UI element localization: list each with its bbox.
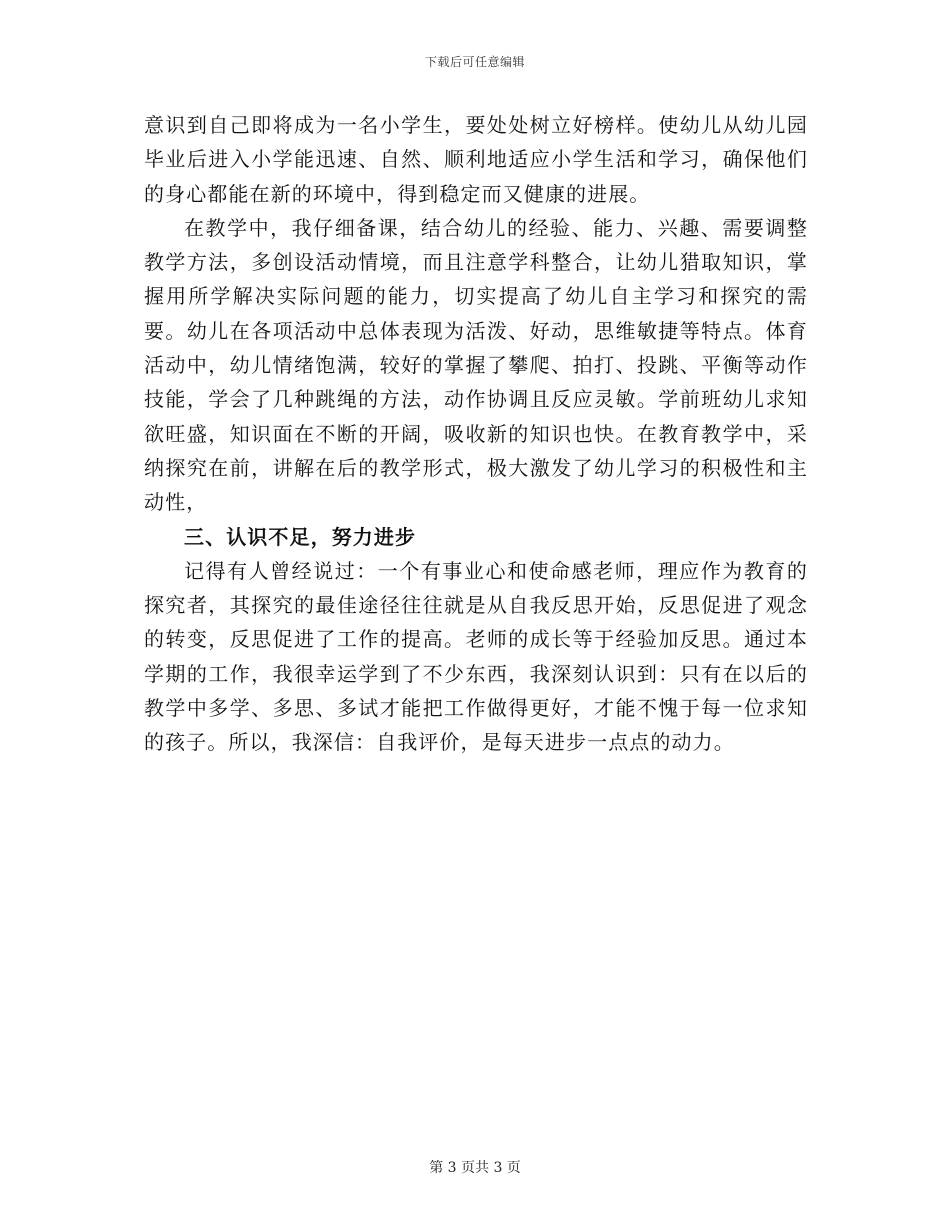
document-body	[144, 108, 808, 760]
paragraph-teaching: 在教学中，我仔细备课，结合幼儿的经验、能力、兴趣、需要调整教学方法，多创设活动情境，而且注意学科整合，让幼儿猎取知识，掌握用所学解决实际问题的能力，切实提高了幼儿自主学习和探究的需要。幼儿在各项活动中总体表现为活泼、好动，思维敏捷等特点。体育活动中，幼儿情绪饱满，较好的掌握了攀爬、拍打、投跳、平衡等动作技能，学会了几种跳绳的方法，动作协调且反应灵敏。学前班幼儿求知欲旺盛，知识面在不断的开阔，吸收新的知识也快。在教育教学中，采纳探究在前，讲解在后的教学形式，极大激发了幼儿学习的积极性和主动性，	[144, 215, 808, 515]
section-heading: 三、认识不足，努力进步	[184, 524, 417, 549]
page-header: 下载后可任意编辑	[424, 55, 525, 69]
page-footer: 第 3 页共 3 页	[429, 1160, 521, 1176]
paragraph-reflection: 记得有人曾经说过：一个有事业心和使命感老师，理应作为教育的探究者，其探究的最佳途径往往就是从自我反思开始，反思促进了观念的转变，反思促进了工作的提高。老师的成长等于经验加反思。通过本学期的工作，我很幸运学到了不少东西，我深刻认识到：只有在以后的教学中多学、多思、多试才能把工作做得更好，才能不愧于每一位求知的孩子。所以，我深信：自我评价，是每天进步一点点的动力。	[144, 558, 808, 755]
paragraph-continuation: 意识到自己即将成为一名小学生，要处处树立好榜样。使幼儿从幼儿园毕业后进入小学能迅速、自然、顺利地适应小学生活和学习，确保他们的身心都能在新的环境中，得到稳定而又健康的进展。	[144, 113, 808, 206]
